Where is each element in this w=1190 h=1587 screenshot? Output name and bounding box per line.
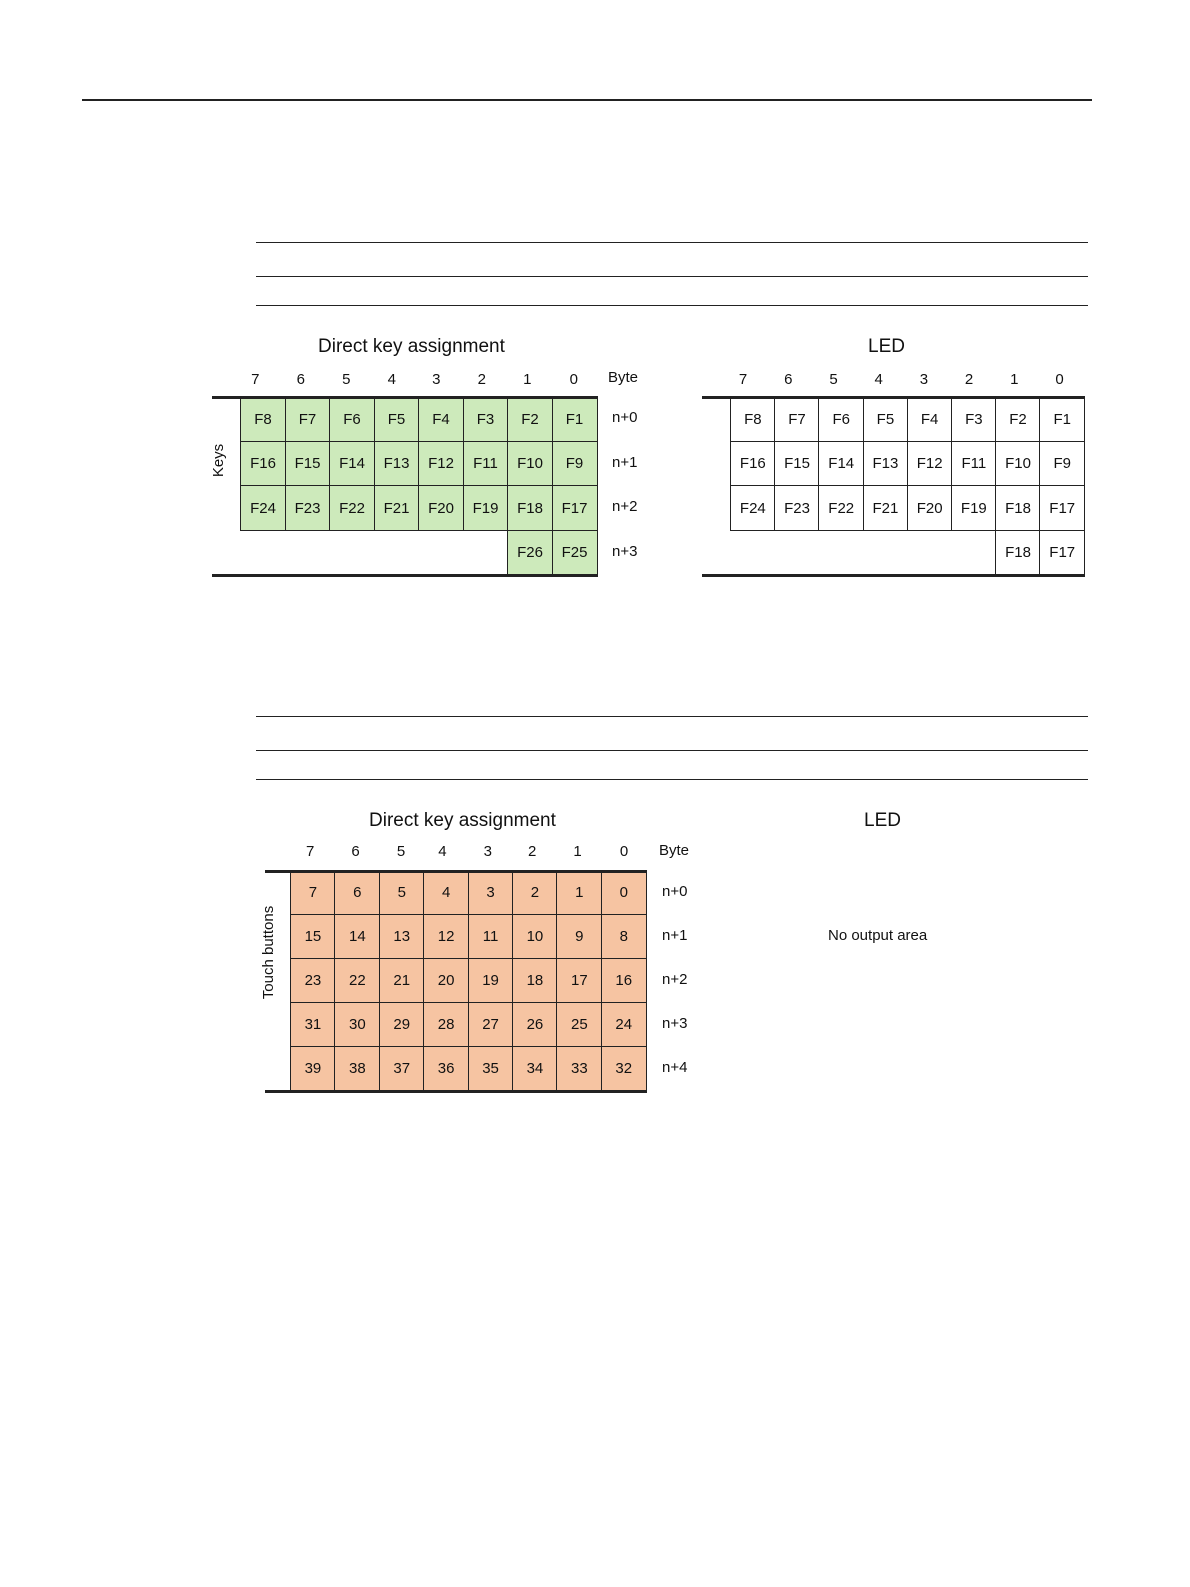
bit-header: 1 bbox=[1010, 371, 1019, 388]
diagram-title: LED bbox=[864, 810, 901, 831]
bit-header: 2 bbox=[964, 371, 974, 388]
frame-top-line bbox=[212, 396, 598, 399]
grid-cell: F9 bbox=[1039, 441, 1085, 487]
byte-column-header: Byte bbox=[659, 842, 690, 859]
bit-header: 4 bbox=[874, 371, 883, 388]
grid-cell: F8 bbox=[730, 396, 776, 442]
grid-cell: 25 bbox=[556, 1002, 602, 1048]
grid-cell: F20 bbox=[907, 485, 953, 531]
byte-row-label: n+1 bbox=[662, 927, 688, 944]
grid-cell: 35 bbox=[468, 1046, 514, 1092]
grid-cell: F7 bbox=[774, 396, 820, 442]
grid-cell: F12 bbox=[907, 441, 953, 487]
bit-header: 0 bbox=[619, 843, 629, 860]
table-rule-middle bbox=[256, 750, 1088, 751]
keys-side-label: Keys bbox=[210, 443, 228, 478]
bit-header: 0 bbox=[1055, 371, 1064, 388]
byte-row-label: n+3 bbox=[612, 542, 638, 560]
byte-row-label: n+2 bbox=[662, 971, 688, 988]
table-rule-bottom bbox=[256, 779, 1088, 780]
byte-row-label: n+0 bbox=[662, 883, 688, 900]
frame-bottom-line bbox=[212, 574, 598, 577]
bit-header: 3 bbox=[432, 371, 441, 388]
grid-cell: 34 bbox=[512, 1046, 558, 1092]
grid-cell: F10 bbox=[507, 441, 553, 487]
grid-cell: 27 bbox=[468, 1002, 514, 1048]
grid-cell: F1 bbox=[552, 396, 598, 442]
grid-cell: 36 bbox=[423, 1046, 469, 1092]
grid-cell: F6 bbox=[818, 396, 864, 442]
grid-cell: 12 bbox=[423, 914, 469, 960]
frame-bottom-line bbox=[265, 1090, 647, 1093]
grid-cell: 31 bbox=[290, 1002, 336, 1048]
grid-cell: 13 bbox=[379, 914, 425, 960]
grid-cell: F14 bbox=[329, 441, 375, 487]
grid-cell: F11 bbox=[463, 441, 509, 487]
grid-cell: 2 bbox=[512, 870, 558, 916]
bit-header: 4 bbox=[438, 843, 447, 860]
grid-cell: F8 bbox=[240, 396, 286, 442]
grid-cell: F19 bbox=[463, 485, 509, 531]
grid-cell: 22 bbox=[334, 958, 380, 1004]
grid-cell: F15 bbox=[285, 441, 331, 487]
bit-header: 1 bbox=[523, 371, 532, 388]
no-output-note: No output area bbox=[828, 927, 928, 944]
grid-cell: 5 bbox=[379, 870, 425, 916]
grid-cell: F17 bbox=[552, 485, 598, 531]
grid-cell: F10 bbox=[995, 441, 1041, 487]
grid-cell: 14 bbox=[334, 914, 380, 960]
grid-cell: F17 bbox=[1039, 485, 1085, 531]
grid-cell: 38 bbox=[334, 1046, 380, 1092]
grid-cell: F18 bbox=[507, 485, 553, 531]
grid-cell: F23 bbox=[774, 485, 820, 531]
grid-cell: F12 bbox=[418, 441, 464, 487]
grid-cell: F18 bbox=[995, 530, 1041, 576]
page-header-rule bbox=[82, 99, 1092, 101]
byte-row-label: n+2 bbox=[612, 498, 638, 516]
grid-cell: F4 bbox=[418, 396, 464, 442]
grid-cell: F23 bbox=[285, 485, 331, 531]
grid-cell: F22 bbox=[329, 485, 375, 531]
grid-cell: 19 bbox=[468, 958, 514, 1004]
grid-cell: F14 bbox=[818, 441, 864, 487]
bit-header: 6 bbox=[351, 843, 360, 860]
diagram-title: LED bbox=[868, 336, 905, 357]
grid-cell: 21 bbox=[379, 958, 425, 1004]
byte-row-label: n+0 bbox=[612, 409, 638, 427]
grid-cell: 8 bbox=[601, 914, 647, 960]
bit-header: 0 bbox=[569, 371, 578, 388]
bit-header: 6 bbox=[296, 371, 305, 388]
grid-cell: 3 bbox=[468, 870, 514, 916]
grid-cell: F26 bbox=[507, 530, 553, 576]
grid-cell: F24 bbox=[240, 485, 286, 531]
grid-cell: 11 bbox=[468, 914, 514, 960]
bit-header: 5 bbox=[396, 843, 406, 860]
bit-header: 2 bbox=[477, 371, 486, 388]
byte-column-header: Byte bbox=[608, 369, 639, 386]
diagram-title: Direct key assignment bbox=[369, 810, 556, 831]
bit-header: 7 bbox=[738, 371, 748, 388]
grid-cell: F7 bbox=[285, 396, 331, 442]
grid-cell: 30 bbox=[334, 1002, 380, 1048]
bit-header: 6 bbox=[784, 371, 793, 388]
grid-cell: F21 bbox=[374, 485, 420, 531]
bit-header: 3 bbox=[919, 371, 929, 388]
bit-header: 3 bbox=[483, 843, 492, 860]
grid-cell: F16 bbox=[730, 441, 776, 487]
byte-row-label: n+1 bbox=[612, 453, 638, 471]
grid-cell: F20 bbox=[418, 485, 464, 531]
grid-cell: F24 bbox=[730, 485, 776, 531]
bit-header: 5 bbox=[342, 371, 351, 388]
frame-top-line bbox=[702, 396, 1085, 399]
bit-header: 5 bbox=[829, 371, 838, 388]
grid-cell: F4 bbox=[907, 396, 953, 442]
table-rule-middle bbox=[256, 276, 1088, 277]
grid-cell: 0 bbox=[601, 870, 647, 916]
grid-cell: F1 bbox=[1039, 396, 1085, 442]
bit-header: 2 bbox=[528, 843, 537, 860]
grid-cell: 9 bbox=[556, 914, 602, 960]
grid-cell: 37 bbox=[379, 1046, 425, 1092]
grid-cell: F3 bbox=[951, 396, 997, 442]
grid-cell: F5 bbox=[863, 396, 909, 442]
grid-cell: F15 bbox=[774, 441, 820, 487]
grid-cell: 20 bbox=[423, 958, 469, 1004]
grid-cell: F2 bbox=[995, 396, 1041, 442]
grid-cell: 17 bbox=[556, 958, 602, 1004]
grid-cell: F6 bbox=[329, 396, 375, 442]
table-rule-bottom bbox=[256, 305, 1088, 306]
grid-cell: F9 bbox=[552, 441, 598, 487]
grid-cell: 28 bbox=[423, 1002, 469, 1048]
grid-cell: 32 bbox=[601, 1046, 647, 1092]
frame-top-line bbox=[265, 870, 647, 873]
grid-cell: 6 bbox=[334, 870, 380, 916]
grid-cell: 10 bbox=[512, 914, 558, 960]
table-rule-top bbox=[256, 242, 1088, 243]
grid-cell: 23 bbox=[290, 958, 336, 1004]
diagram-title: Direct key assignment bbox=[318, 336, 505, 357]
grid-cell: 7 bbox=[290, 870, 336, 916]
bit-header: 4 bbox=[387, 371, 396, 388]
grid-cell: F22 bbox=[818, 485, 864, 531]
grid-cell: F21 bbox=[863, 485, 909, 531]
grid-cell: F11 bbox=[951, 441, 997, 487]
touch-buttons-side-label: Touch buttons bbox=[260, 905, 278, 1000]
grid-cell: F2 bbox=[507, 396, 553, 442]
grid-cell: 29 bbox=[379, 1002, 425, 1048]
grid-cell: F17 bbox=[1039, 530, 1085, 576]
frame-bottom-line bbox=[702, 574, 1085, 577]
byte-row-label: n+3 bbox=[662, 1015, 688, 1032]
grid-cell: F3 bbox=[463, 396, 509, 442]
grid-cell: 16 bbox=[601, 958, 647, 1004]
table-rule-top bbox=[256, 716, 1088, 717]
byte-row-label: n+4 bbox=[662, 1059, 688, 1076]
grid-cell: 4 bbox=[423, 870, 469, 916]
grid-cell: 15 bbox=[290, 914, 336, 960]
grid-cell: F13 bbox=[863, 441, 909, 487]
bit-header: 1 bbox=[573, 843, 582, 860]
bit-header: 7 bbox=[306, 843, 315, 860]
bit-header: 7 bbox=[251, 371, 260, 388]
grid-cell: 1 bbox=[556, 870, 602, 916]
grid-cell: F19 bbox=[951, 485, 997, 531]
grid-cell: F13 bbox=[374, 441, 420, 487]
grid-cell: 33 bbox=[556, 1046, 602, 1092]
grid-cell: F18 bbox=[995, 485, 1041, 531]
grid-cell: F25 bbox=[552, 530, 598, 576]
grid-cell: F16 bbox=[240, 441, 286, 487]
grid-cell: F5 bbox=[374, 396, 420, 442]
grid-cell: 39 bbox=[290, 1046, 336, 1092]
grid-cell: 18 bbox=[512, 958, 558, 1004]
grid-cell: 24 bbox=[601, 1002, 647, 1048]
grid-cell: 26 bbox=[512, 1002, 558, 1048]
